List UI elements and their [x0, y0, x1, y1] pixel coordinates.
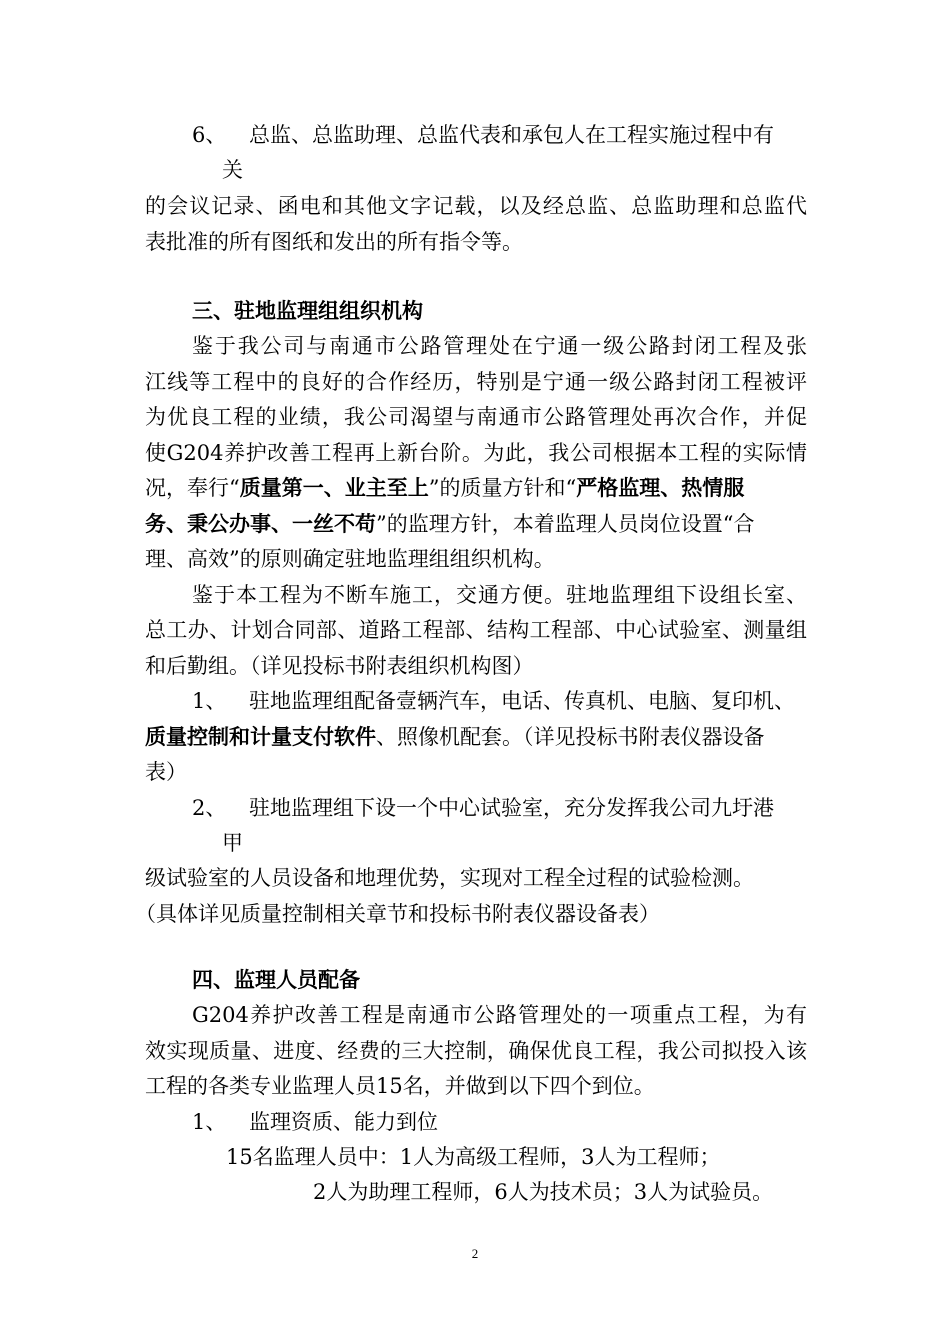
section3-item2-line3: （具体详见质量控制相关章节和投标书附表仪器设备表）	[135, 902, 660, 926]
page-number: 2	[471, 1246, 479, 1261]
section3-item1-number: 1、	[192, 689, 227, 713]
item6-line1	[192, 122, 774, 148]
section3-p1-line2: 江线等工程中的良好的合作经历，特别是宁通一级公路封闭工程被评	[145, 370, 807, 394]
section3-item1-line1	[192, 688, 795, 714]
section3-heading: 三、驻地监理组组织机构	[192, 299, 423, 323]
section3-p2-line2: 总工办、计划合同部、道路工程部、结构工程部、中心试验室、测量组	[145, 618, 807, 642]
item6-line1b: 关	[222, 158, 243, 182]
section3-item2-line1	[192, 795, 774, 821]
section4-item1-line2: 2人为助理工程师，6人为技术员；3人为试验员。	[313, 1180, 774, 1204]
line5-text-a: 况，奉行“	[145, 476, 240, 500]
section3-item2-number: 2、	[192, 796, 227, 820]
section4-item1-title-line	[192, 1109, 438, 1135]
section3-p1-line6	[145, 511, 754, 537]
section4-item1-line1: 15名监理人员中：1人为高级工程师，3人为工程师；	[226, 1145, 721, 1169]
section3-item1-line2-text: 、照像机配套。（详见投标书附表仪器设备	[376, 725, 765, 749]
section4-p1-line1: G204养护改善工程是南通市公路管理处的一项重点工程，为有	[192, 1003, 807, 1027]
section4-heading: 四、监理人员配备	[192, 968, 360, 992]
section4-p1-line3: 工程的各类专业监理人员15名，并做到以下四个到位。	[145, 1074, 655, 1098]
supervision-policy-bold-a: 严格监理、热情服	[576, 476, 745, 500]
quality-policy-bold: 质量第一、业主至上	[239, 476, 429, 500]
section3-p1-line5	[145, 475, 744, 501]
software-bold: 质量控制和计量支付软件	[145, 725, 376, 749]
line6-text-b: ”的监理方针，本着监理人员岗位设置“合	[376, 512, 755, 536]
section3-item1-text: 驻地监理组配备壹辆汽车，电话、传真机、电脑、复印机、	[249, 689, 795, 713]
section3-p2-line3: 和后勤组。（详见投标书附表组织机构图）	[145, 654, 534, 678]
section4-p1-line2: 效实现质量、进度、经费的三大控制，确保优良工程，我公司拟投入该	[145, 1039, 807, 1063]
line5-text-c: ”的质量方针和“	[428, 476, 577, 500]
section4-item1-number: 1、	[192, 1110, 227, 1134]
section3-item2-text: 驻地监理组下设一个中心试验室，充分发挥我公司九圩港	[249, 796, 774, 820]
section3-p1-line4: 使G204养护改善工程再上新台阶。为此，我公司根据本工程的实际情	[145, 441, 807, 465]
section3-item1-line3: 表）	[145, 760, 187, 784]
item6-line2: 的会议记录、函电和其他文字记载，以及经总监、总监助理和总监代	[145, 194, 807, 218]
supervision-policy-bold-b: 务、秉公办事、一丝不苟	[145, 512, 376, 536]
item6-number: 6、	[192, 123, 227, 147]
section3-p1-line3: 为优良工程的业绩，我公司渴望与南通市公路管理处再次合作，并促	[145, 405, 807, 429]
section3-p1-line7: 理、高效”的原则确定驻地监理组组织机构。	[145, 547, 555, 571]
section3-item1-line2	[145, 724, 765, 750]
section3-p2-line1: 鉴于本工程为不断车施工，交通方便。驻地监理组下设组长室、	[192, 583, 807, 607]
section4-item1-title: 监理资质、能力到位	[249, 1110, 438, 1134]
item6-line3: 表批准的所有图纸和发出的所有指令等。	[145, 230, 523, 254]
section3-p1-line1: 鉴于我公司与南通市公路管理处在宁通一级公路封闭工程及张	[192, 334, 807, 358]
item6-text-line1: 总监、总监助理、总监代表和承包人在工程实施过程中有	[249, 123, 774, 147]
section3-item2-line1b: 甲	[222, 831, 243, 855]
section3-item2-line2: 级试验室的人员设备和地理优势，实现对工程全过程的试验检测。	[145, 866, 754, 890]
